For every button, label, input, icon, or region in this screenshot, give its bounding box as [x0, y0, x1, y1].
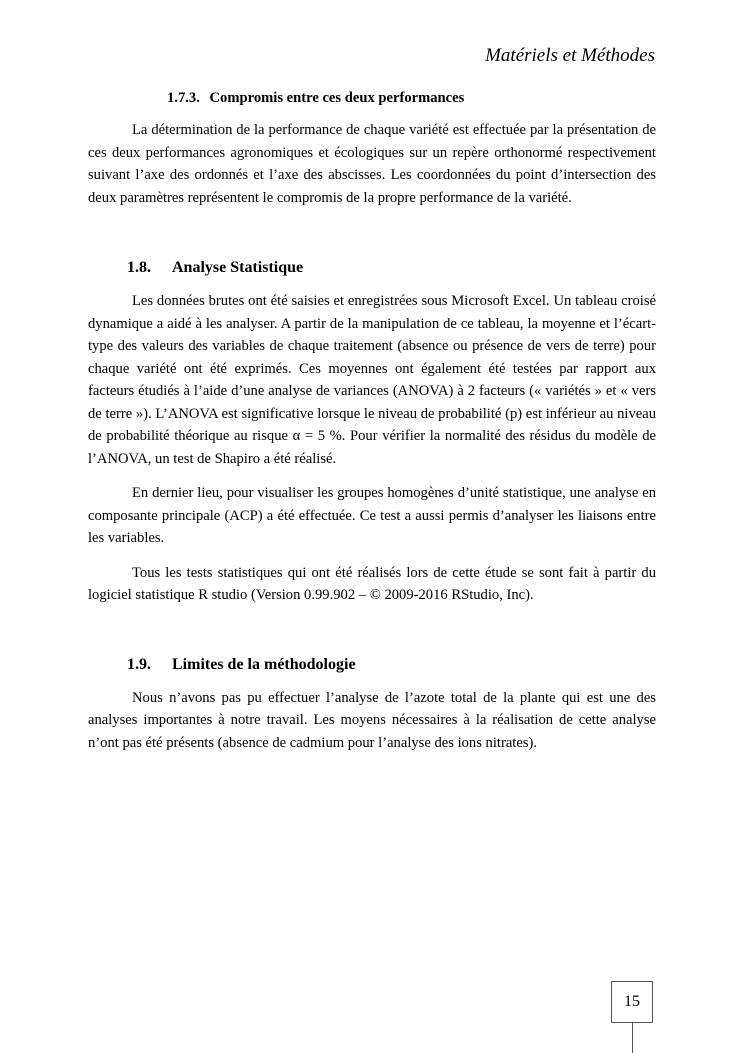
section-1-9-paragraph-1: Nous n’avons pas pu effectuer l’analyse de l’azote total de la plante qui est une des analyses importantes à notre travail. Les moyens nécessaires à la réalisation de cette analyse n’ont pas été présents (absence de cadmium pour l’analyse des ions nitrates).	[88, 689, 656, 751]
section-1-7-3-heading	[88, 88, 656, 108]
section-1-8-heading	[88, 257, 656, 279]
page-number-divider	[632, 1023, 633, 1053]
page-body	[88, 88, 656, 766]
section-1-7-3-number: 1.7.3.	[167, 90, 200, 106]
section-1-8-paragraph-1: Les données brutes ont été saisies et enregistrées sous Microsoft Excel. Un tableau croisé dynamique a aidé à les analyser. A partir de la manipulation de ce tableau, la moyenne et l’écart-type des valeurs des variables de chaque traitement (absence ou présence de vers de terre) pour chaque variété ont été exprimés. Ces moyennes ont également été testées par rapport aux facteurs étudiés à l’aide d’une analyse de variances (ANOVA) à 2 facteurs (« variétés » et « vers de terre »). L’ANOVA est significative lorsque le niveau de probabilité (p) est inférieur au niveau de probabilité théorique au risque α = 5 %. Pour vérifier la normalité des résidus du modèle de l’ANOVA, un test de Shapiro a été réalisé.	[88, 293, 656, 467]
section-1-9-title: Limites de la méthodologie	[172, 655, 356, 673]
section-1-7-3-paragraph-1: La détermination de la performance de chaque variété est effectuée par la présentation de ces deux performances agronomiques et écologiques sur un repère orthonormé respectivement suivant l’axe des ordonnés et l’axe des abscisses. Les coordonnées du point d’intersection des deux paramètres représentent le compromis de la propre performance de la variété.	[88, 122, 656, 206]
section-1-8-title: Analyse Statistique	[172, 259, 304, 276]
page-number: 15	[611, 981, 653, 1023]
section-1-8-number: 1.8.	[127, 259, 151, 276]
running-header-title: Matériels et Méthodes	[485, 45, 655, 66]
section-1-9-number: 1.9.	[127, 655, 151, 673]
section-1-7-3-title: Compromis entre ces deux performances	[209, 90, 465, 106]
section-1-9-heading	[88, 654, 656, 676]
section-1-8-paragraph-2: En dernier lieu, pour visualiser les groupes homogènes d’unité statistique, une analyse en composante principale (ACP) a été effectuée. Ce test a aussi permis d’analyser les liaisons entre les variables.	[88, 485, 656, 546]
section-1-8-paragraph-3: Tous les tests statistiques qui ont été réalisés lors de cette étude se sont fait à partir du logiciel statistique R studio (Version 0.99.902 – © 2009-2016 RStudio, Inc).	[88, 564, 656, 603]
